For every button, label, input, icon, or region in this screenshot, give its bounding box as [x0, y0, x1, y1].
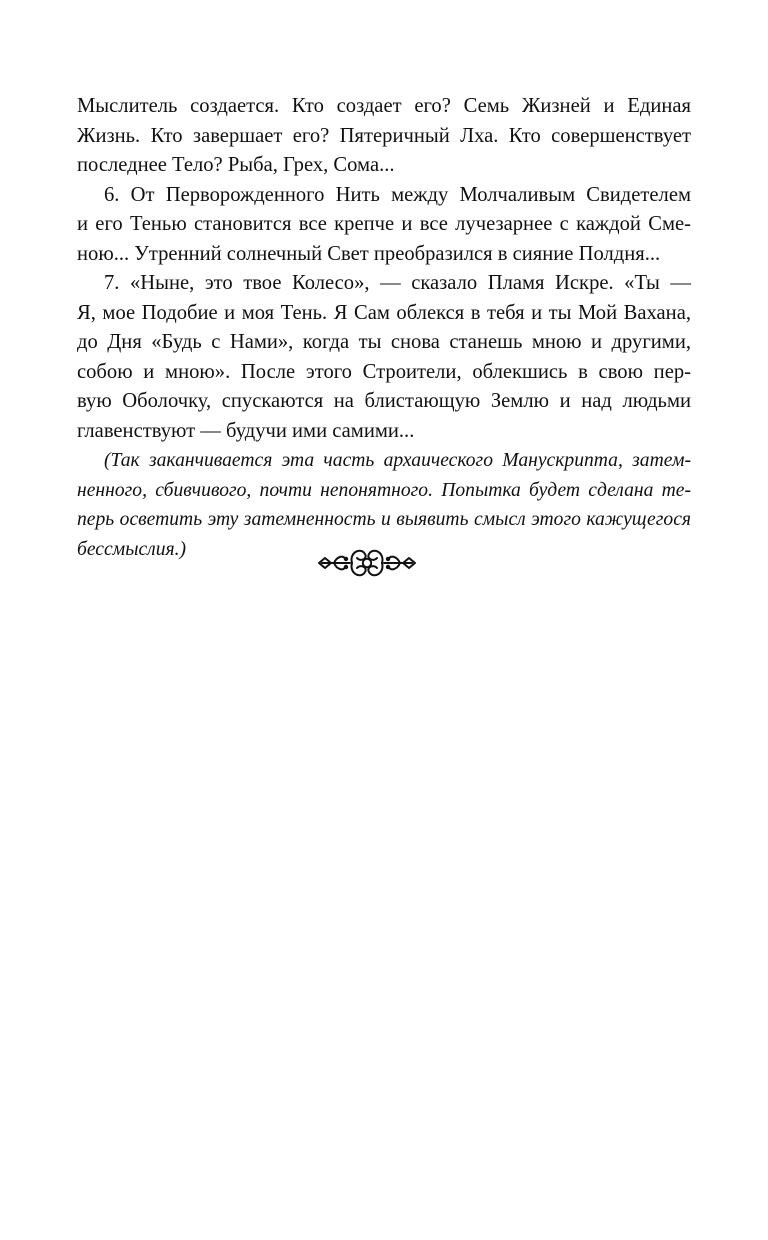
text-line: и его Тенью становится все крепче и все лучезарнее с каждой Сме- — [77, 213, 691, 235]
text-line: вую Оболочку, спускаются на блистающую Землю и над людьми — [77, 390, 691, 412]
text-line: ною... Утренний солнечный Свет преобразился в сияние Полдня... — [77, 242, 661, 265]
paragraph-thinker — [77, 92, 691, 181]
text-line: (Так заканчивается эта часть архаического Манускрипта, затем- — [104, 450, 691, 471]
text-line: Мыслитель создается. Кто создает его? Семь Жизней и Единая — [77, 95, 691, 117]
text-line: перь осветить эту затемненность и выявить смысл этого кажущегося — [77, 509, 691, 530]
text-line: Жизнь. Кто завершает его? Пятеричный Лха. Кто совершенствует — [77, 124, 691, 147]
text-line: 6. От Перворожденного Нить между Молчаливым Свидетелем — [104, 183, 691, 206]
text-line: собою и мною». После этого Строители, облекшись в свою пер- — [77, 360, 691, 383]
paragraph-six — [77, 181, 691, 270]
text-line: главенствуют — будучи ими самими... — [77, 419, 415, 442]
text-line: бессмыслия.) — [77, 538, 187, 560]
text-line: до Дня «Будь с Нами», когда ты снова станешь мною и другими, — [77, 331, 691, 353]
text-line: 7. «Ныне, это твое Колесо», — сказало Пламя Искре. «Ты — — [104, 272, 691, 294]
text-line: ненного, сбивчивого, почти непонятного. Попытка будет сделана те- — [77, 479, 691, 501]
flourish-ornament-icon — [316, 542, 418, 584]
page-text — [77, 92, 691, 564]
text-line: Я, мое Подобие и моя Тень. Я Сам облекся в тебя и ты Мой Вахана, — [77, 301, 691, 324]
text-line: последнее Тело? Рыба, Грех, Сома... — [77, 154, 395, 176]
paragraph-seven — [77, 269, 691, 446]
